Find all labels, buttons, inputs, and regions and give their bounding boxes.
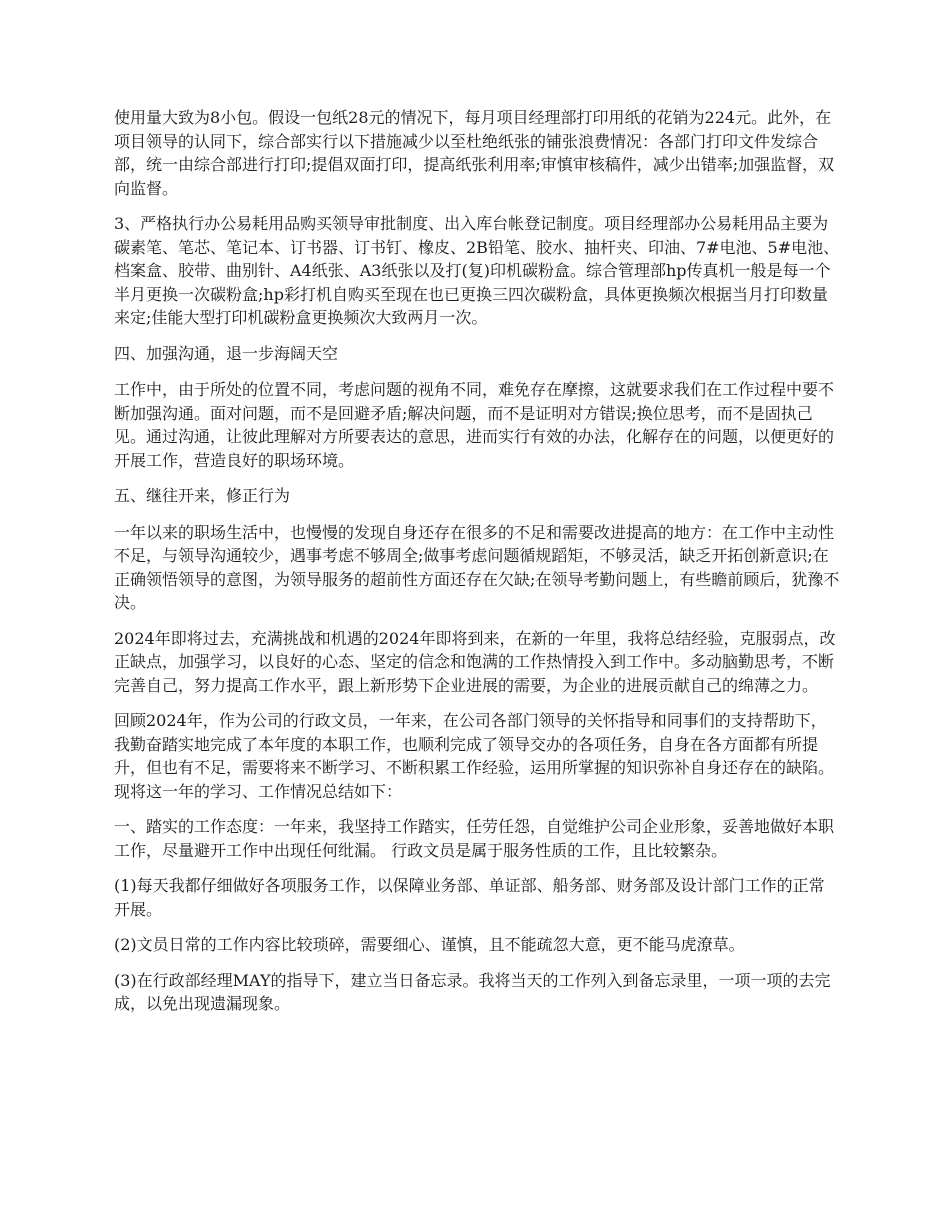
list-item-1: (1)每天我都仔细做好各项服务工作，以保障业务部、单证部、船务部、财务部及设计部门工作的正常开展。 [114,876,825,919]
list-item-2: (2)文员日常的工作内容比较琐碎，需要细心、谨慎，且不能疏忽大意，更不能马虎潦草。 [114,935,745,954]
section-heading-correction: 五、继往开来，修正行为 [114,486,291,505]
paragraph-new-year-plan: 2024年即将过去，充满挑战和机遇的2024年即将到来，在新的一年里，我将总结经验，克服弱点，改正缺点，加强学习，以良好的心态、坚定的信念和饱满的工作热情投入到工作中。多动脑勤思考，不断完善自己，努力提高工作水平，跟上新形势下企业进展的需要，为企业的进展贡献自己的绵薄之力。 [114,628,836,695]
document-body [114,106,840,1028]
paragraph-paper-cost: 使用量大致为8小包。假设一包纸28元的情况下，每月项目经理部打印用纸的花销为224元。此外，在项目领导的认同下，综合部实行以下措施减少以至杜绝纸张的铺张浪费情况：各部门打印文件发综合部，统一由综合部进行打印;提倡双面打印，提高纸张利用率;审慎审核稿件，减少出错率;加强监督，双向监督。 [114,108,835,198]
paragraph-shortcomings: 一年以来的职场生活中，也慢慢的发现自身还存在很多的不足和需要改进提高的地方：在工作中主动性不足，与领导沟通较少，遇事考虑不够周全;做事考虑问题循规蹈矩，不够灵活，缺乏开拓创新意识;在正确领悟领导的意图，为领导服务的超前性方面还存在欠缺;在领导考勤问题上，有些瞻前顾后，犹豫不决。 [114,522,840,612]
paragraph-work-attitude: 一、踏实的工作态度：一年来，我坚持工作踏实，任劳任怨，自觉维护公司企业形象，妥善地做好本职工作，尽量避开工作中出现任何纰漏。 行政文员是属于服务性质的工作，且比较繁杂。 [114,817,835,860]
paragraph-office-supplies: 3、严格执行办公易耗用品购买领导审批制度、出入库台帐登记制度。项目经理部办公易耗用品主要为碳素笔、笔芯、笔记本、订书器、订书钉、橡皮、2B铅笔、胶水、抽杆夹、印油、7#电池、5#电池、档案盒、胶带、曲别针、A4纸张、A3纸张以及打(复)印机碳粉盒。综合管理部hp传真机一般是每一个半月更换一次碳粉盒;hp彩打机自购买至现在也已更换三四次碳粉盒，具体更换频次根据当月打印数量来定;佳能大型打印机碳粉盒更换频次大致两月一次。 [114,214,840,327]
section-heading-communication: 四、加强沟通，退一步海阔天空 [114,343,339,363]
list-item-3: (3)在行政部经理MAY的指导下，建立当日备忘录。我将当天的工作列入到备忘录里，一项一项的去完成，以免出现遗漏现象。 [114,970,831,1013]
paragraph-communication: 工作中，由于所处的位置不同，考虑问题的视角不同，难免存在摩擦，这就要求我们在工作过程中要不断加强沟通。面对问题，而不是回避矛盾;解决问题，而不是证明对方错误;换位思考，而不是固执己见。通过沟通，让彼此理解对方所要表达的意思，进而实行有效的办法，化解存在的问题，以便更好的开展工作，营造良好的职场环境。 [114,380,835,470]
paragraph-review: 回顾2024年，作为公司的行政文员，一年来，在公司各部门领导的关怀指导和同事们的支持帮助下，我勤奋踏实地完成了本年度的本职工作，也顺利完成了领导交办的各项任务，自身在各方面都有所提升，但也有不足，需要将来不断学习、不断积累工作经验，运用所掌握的知识弥补自身还存在的缺陷。现将这一年的学习、工作情况总结如下： [114,711,835,801]
